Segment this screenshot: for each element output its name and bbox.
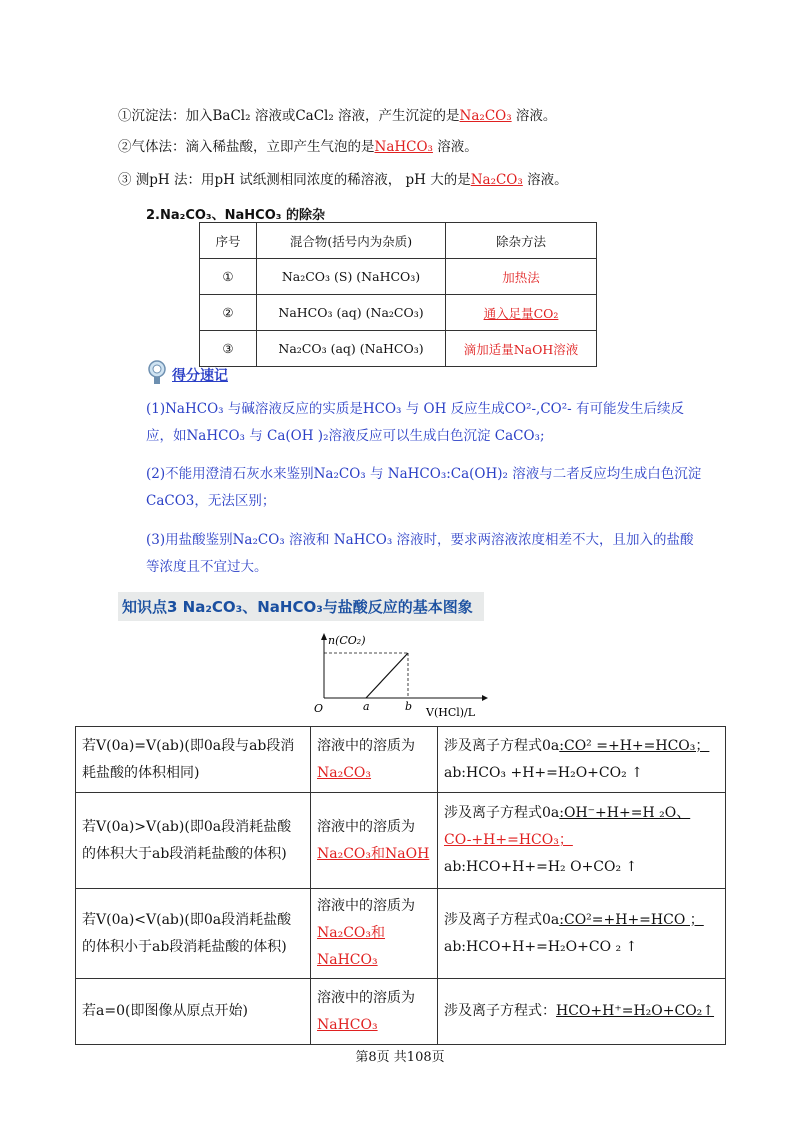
page-footer: 第8页 共108页: [355, 1050, 445, 1065]
equation-cell: [438, 889, 726, 979]
row-mixture: Na₂CO₃ (aq) (NaHCO₃): [257, 331, 446, 367]
equation-1: :OH⁻+H+=H ₂O、: [559, 805, 691, 821]
equation-cell: [438, 979, 726, 1045]
method-2: ②气体法：滴入稀盐酸，立即产生气泡的是NaHCO₃ 溶液。: [118, 139, 478, 155]
lightbulb-icon: [147, 360, 167, 390]
table-row: [200, 331, 597, 367]
solute-value: Na₂CO₃和NaHCO₃: [317, 925, 386, 968]
purification-table: [199, 222, 597, 367]
condition-cell: 若V(0a)=V(ab)(即0a段与ab段消耗盐酸的体积相同): [76, 727, 311, 793]
row-method: 加热法: [446, 259, 597, 295]
equation-cell: [438, 727, 726, 793]
table-header: 除杂方法: [446, 223, 597, 259]
condition-cell: 若V(0a)<V(ab)(即0a段消耗盐酸的体积小于ab段消耗盐酸的体积): [76, 889, 311, 979]
row-method: 滴加适量NaOH溶液: [446, 331, 597, 367]
equation-label: 涉及离子方程式：: [444, 1003, 556, 1019]
equation-1: :CO² =+H+=HCO₃；: [559, 737, 710, 754]
solute-label: 溶液中的溶质为: [317, 818, 415, 835]
knowledge-point-3-title: 知识点3 Na₂CO₃、NaHCO₃与盐酸反应的基本图象: [118, 592, 484, 621]
row-number: ①: [200, 259, 257, 295]
equation-label: 涉及离子方程式0a: [444, 805, 560, 821]
equation-2: ab:HCO₃ +H+=H₂O+CO₂ ↑: [444, 764, 643, 781]
graph-origin: O: [314, 702, 324, 715]
table-row: [200, 259, 597, 295]
condition-cell: 若V(0a)>V(ab)(即0a段消耗盐酸的体积大于ab段消耗盐酸的体积): [76, 793, 311, 889]
graph-xlabel: V(HCl)/L: [426, 706, 476, 719]
row-number: ②: [200, 295, 257, 331]
table-header: 混合物(括号内为杂质): [257, 223, 446, 259]
condition-cell: 若a=0(即图像从原点开始): [76, 979, 311, 1045]
graph-a-label: a: [363, 700, 370, 713]
equation-1: :CO²=+H+=HCO ；: [559, 911, 704, 928]
table-row: [76, 727, 726, 793]
table-row: [76, 979, 726, 1045]
note-3: (3)用盐酸鉴别Na₂CO₃ 溶液和 NaHCO₃ 溶液时，要求两溶液浓度相差不大，且加入的盐酸等浓度且不宜过大。: [146, 532, 694, 575]
equation-label: 涉及离子方程式0a: [444, 911, 560, 928]
note-1: (1)NaHCO₃ 与碱溶液反应的实质是HCO₃ 与 OH 反应生成CO²-,CO²- 有可能发生后续反应，如NaHCO₃ 与 Ca(OH )₂溶液反应可以生成白色沉淀 CaCO₃;: [146, 401, 684, 444]
co2-graph: [310, 628, 490, 720]
tip-title: 得分速记: [172, 368, 228, 384]
solute-value: Na₂CO₃: [317, 764, 372, 781]
row-method: 通入足量CO₂: [446, 295, 597, 331]
equation-cell: [438, 793, 726, 889]
row-mixture: NaHCO₃ (aq) (Na₂CO₃): [257, 295, 446, 331]
solute-label: 溶液中的溶质为: [317, 898, 415, 914]
equation-2: ab:HCO+H+=H₂O+CO ₂ ↑: [444, 938, 638, 955]
solute-label: 溶液中的溶质为: [317, 737, 415, 754]
graph-ylabel: n(CO₂): [328, 634, 366, 647]
solute-cell: [311, 727, 438, 793]
solute-cell: [311, 979, 438, 1045]
equation-1: HCO+H⁺=H₂O+CO₂↑: [556, 1003, 715, 1019]
solute-value: NaHCO₃: [317, 1016, 378, 1033]
table-row: [76, 793, 726, 889]
solute-value: Na₂CO₃和NaOH: [317, 845, 430, 862]
solute-cell: [311, 793, 438, 889]
solute-cell: [311, 889, 438, 979]
equation-1b: CO-+H+=HCO₃；: [444, 832, 573, 848]
graph-b-label: b: [405, 700, 413, 713]
method-1: ①沉淀法：加入BaCl₂ 溶液或CaCl₂ 溶液，产生沉淀的是Na₂CO₃ 溶液。: [118, 108, 557, 124]
note-2: (2)不能用澄清石灰水来鉴别Na₂CO₃ 与 NaHCO₃:Ca(OH)₂ 溶液与二者反应均生成白色沉淀CaCO3，无法区别；: [146, 466, 702, 509]
method-3: ③ 测pH 法：用pH 试纸测相同浓度的稀溶液， pH 大的是Na₂CO₃ 溶液。: [118, 172, 568, 188]
table-row: [200, 295, 597, 331]
equation-2: ab:HCO+H+=H₂ O+CO₂ ↑: [444, 859, 638, 875]
section-2-title: 2.Na₂CO₃、NaHCO₃ 的除杂: [146, 208, 325, 223]
row-number: ③: [200, 331, 257, 367]
solute-label: 溶液中的溶质为: [317, 989, 415, 1006]
reaction-table: [75, 726, 726, 1045]
equation-label: 涉及离子方程式0a: [444, 737, 560, 754]
table-header: 序号: [200, 223, 257, 259]
row-mixture: Na₂CO₃ (S) (NaHCO₃): [257, 259, 446, 295]
table-row: [76, 889, 726, 979]
table-header-row: [200, 223, 597, 259]
